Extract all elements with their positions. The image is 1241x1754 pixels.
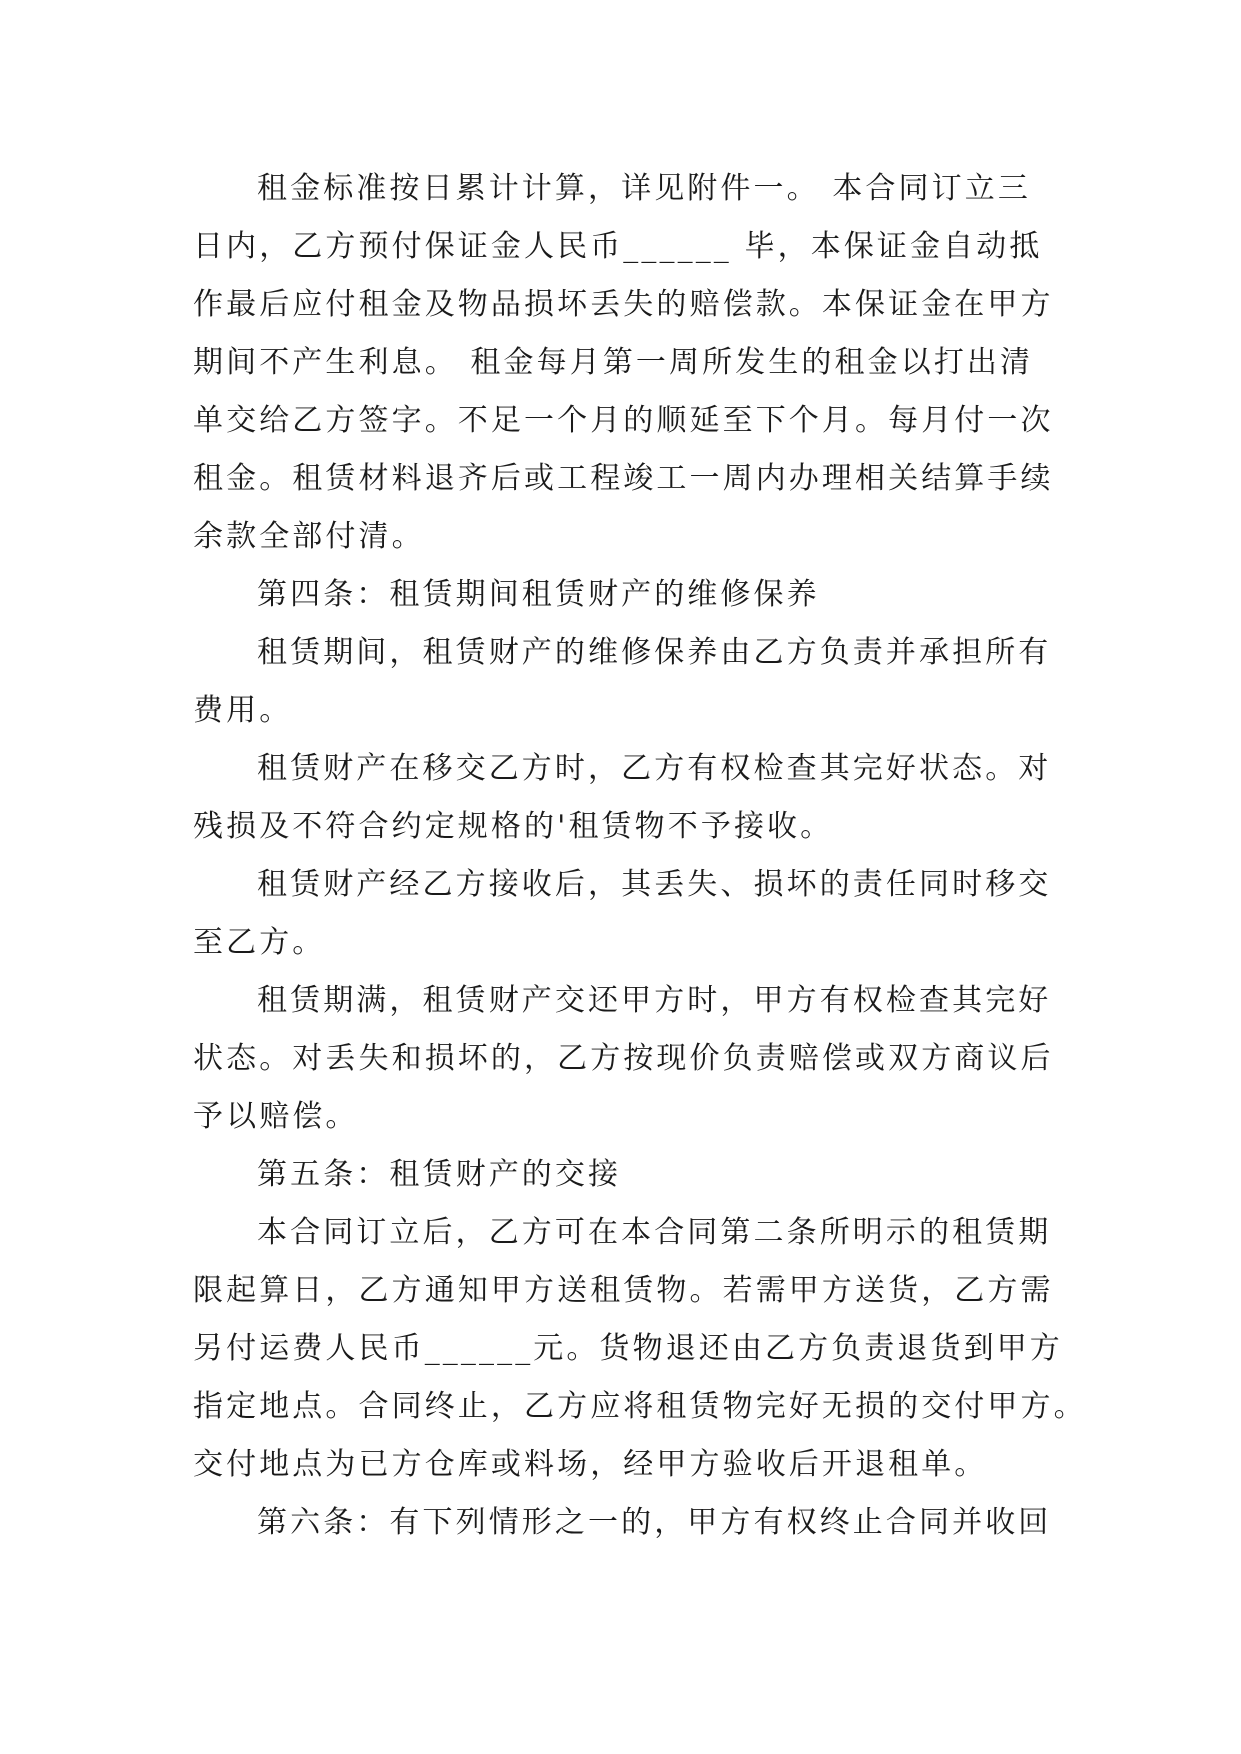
section-heading-article-5: 第五条：租赁财产的交接 (257, 1157, 622, 1192)
text-line: 费用。 (193, 693, 293, 728)
text-line: 租赁财产经乙方接收后，其丢失、损坏的责任同时移交 (257, 867, 1052, 902)
text-line: 单交给乙方签字。不足一个月的顺延至下个月。每月付一次 (193, 403, 1054, 438)
text-line: 租赁期间，租赁财产的维修保养由乙方负责并承担所有 (257, 635, 1052, 670)
text-line: 租赁财产在移交乙方时，乙方有权检查其完好状态。对 (257, 751, 1052, 786)
text-line: 期间不产生利息。 租金每月第一周所发生的租金以打出清 (193, 345, 1034, 380)
text-line: 残损及不符合约定规格的'租赁物不予接收。 (193, 809, 834, 844)
section-heading-article-4: 第四条：租赁期间租赁财产的维修保养 (257, 577, 820, 612)
text-line: 状态。对丢失和损坏的，乙方按现价负责赔偿或双方商议后 (193, 1041, 1054, 1076)
text-line: 租金标准按日累计计算，详见附件一。 本合同订立三 (257, 171, 1031, 206)
text-line: 作最后应付租金及物品损坏丢失的赔偿款。本保证金在甲方 (193, 287, 1054, 322)
text-line: 租金。租赁材料退齐后或工程竣工一周内办理相关结算手续 (193, 461, 1054, 496)
contract-body-text (193, 160, 1087, 1552)
text-line: 予以赔偿。 (193, 1099, 359, 1134)
text-line: 指定地点。合同终止，乙方应将租赁物完好无损的交付甲方。 (193, 1389, 1087, 1424)
section-heading-article-6: 第六条：有下列情形之一的，甲方有权终止合同并收回 (257, 1505, 1052, 1540)
text-line: 余款全部付清。 (193, 519, 425, 554)
text-line: 交付地点为已方仓库或料场，经甲方验收后开退租单。 (193, 1447, 988, 1482)
text-line: 限起算日，乙方通知甲方送租赁物。若需甲方送货，乙方需 (193, 1273, 1054, 1308)
text-line: 租赁期满，租赁财产交还甲方时，甲方有权检查其完好 (257, 983, 1052, 1018)
text-line: 至乙方。 (193, 925, 326, 960)
text-line: 另付运费人民币______元。货物退还由乙方负责退货到甲方 (193, 1331, 1063, 1366)
text-line: 日内，乙方预付保证金人民币______ 毕，本保证金自动抵 (193, 229, 1043, 264)
text-line: 本合同订立后，乙方可在本合同第二条所明示的租赁期 (257, 1215, 1052, 1250)
